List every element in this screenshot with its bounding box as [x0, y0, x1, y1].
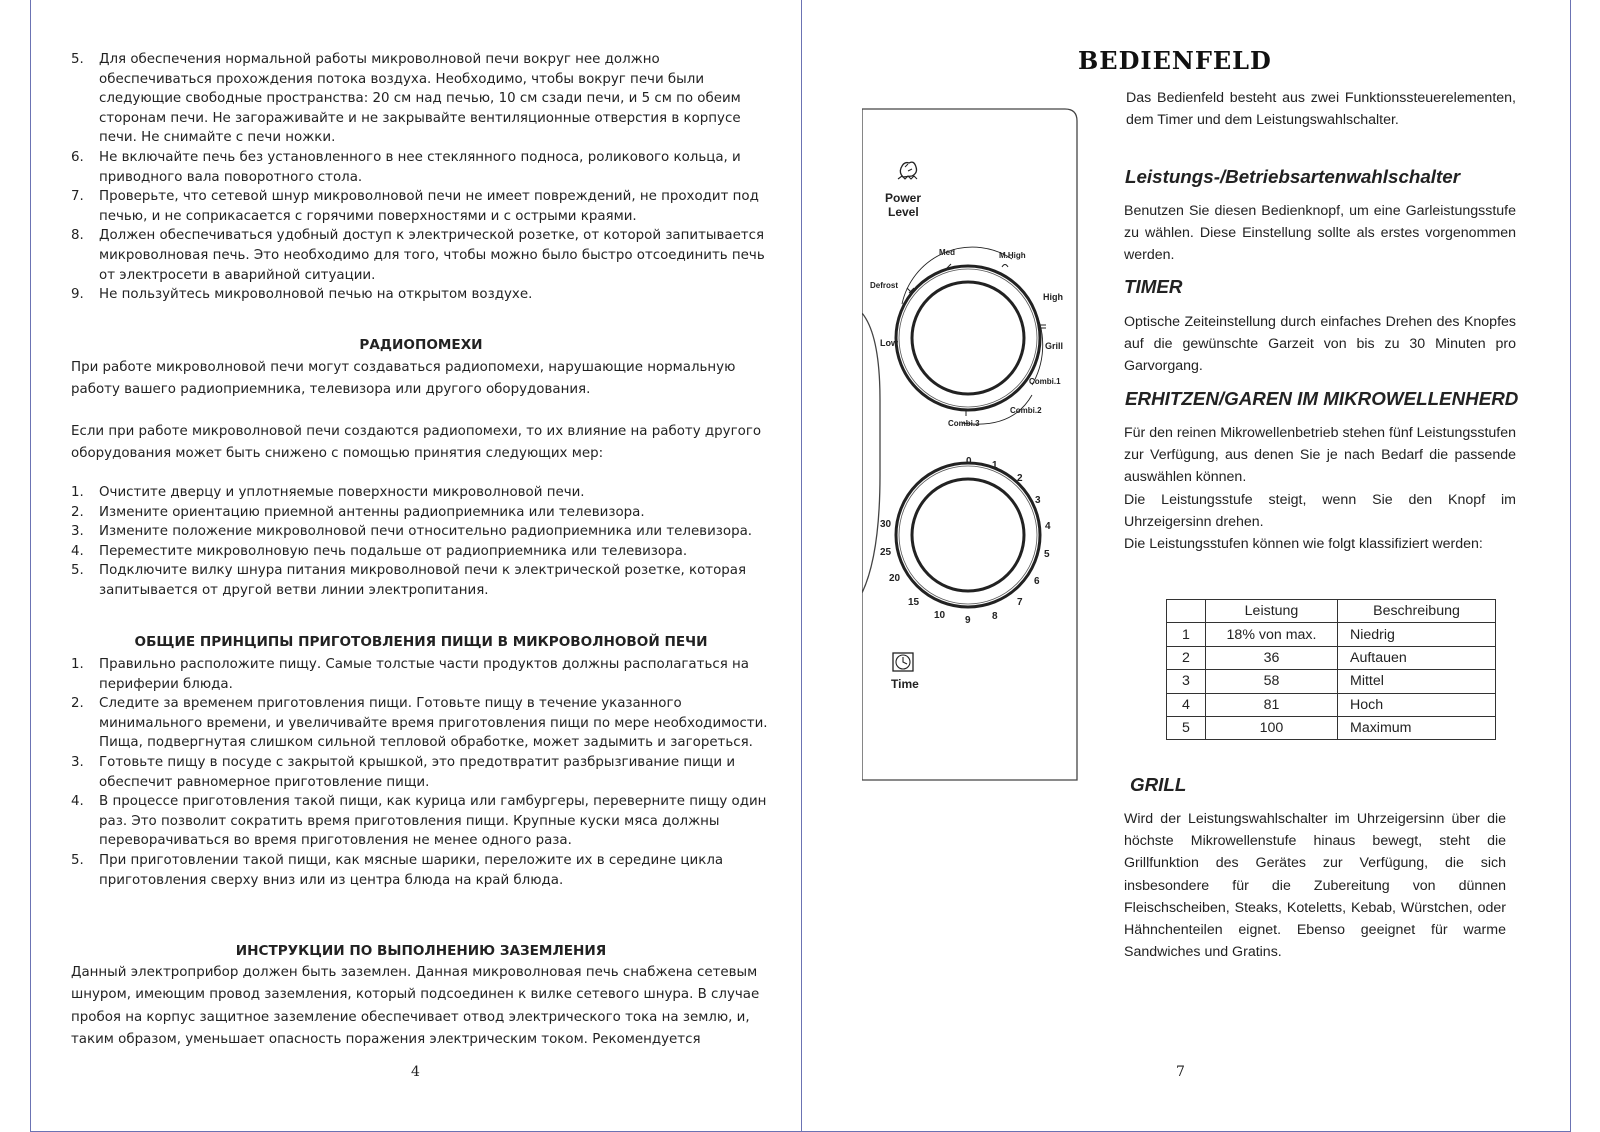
table-row: [1167, 646, 1496, 669]
list-item: 4. Переместите микроволновую печь подальше от радиоприемника или телевизора.: [71, 543, 688, 559]
page-left: [30, 0, 801, 1132]
microwave-text-3: Die Leistungsstufen können wie folgt klassifiziert werden:: [1124, 536, 1483, 552]
radio-para-2: Если при работе микроволновой печи создаются радиопомехи, то их влияние на работу другого оборудования может быть снижено с помощью принятия следующих мер:: [71, 424, 762, 462]
timer-tick-7: 7: [1017, 597, 1023, 608]
radio-para-1: При работе микроволновой печи могут создаваться радиопомехи, нарушающие нормальную работу вашего радиоприемника, телевизора или другого оборудования.: [71, 360, 736, 398]
dial-label-combi1: Combi.1: [1029, 377, 1061, 386]
control-panel-illustration: [862, 105, 1102, 785]
table-header-cell: Beschreibung: [1338, 600, 1496, 623]
power-level-table: [1166, 599, 1496, 740]
dial-label-mhigh: M.High: [999, 251, 1026, 260]
heading-power-selector: Leistungs-/Betriebsartenwahlschalter: [1125, 166, 1461, 187]
timer-tick-25: 25: [880, 547, 892, 558]
dial-label-med: Med: [939, 248, 955, 257]
list-item: 6. Не включайте печь без установленного в нее стеклянного подноса, роликового кольца, и приводного вала поворотного стола.: [71, 149, 741, 185]
grounding-para: Данный электроприбор должен быть заземлен. Данная микроволновая печь снабжена сетевым шнуром, имеющим провод заземления, который подсоединен к вилке сетевого шнура. В случае пробоя на корпус защитное заземление обеспечивает отвод электрического тока на землю, и, таким образом, уменьшает опасность поражения электрическим током. Рекомендуется: [71, 965, 760, 1048]
timer-text: Optische Zeiteinstellung durch einfaches Drehen des Knopfes auf die gewünschte Garzeit von bis zu 30 Minuten pro Garvorgang.: [1124, 314, 1516, 375]
heading-timer: TIMER: [1124, 276, 1183, 297]
table-cell: Niedrig: [1338, 623, 1496, 646]
timer-tick-9: 9: [965, 615, 971, 626]
table-cell: 3: [1167, 670, 1206, 693]
time-label: Time: [891, 677, 919, 691]
timer-tick-15: 15: [908, 597, 920, 608]
list-item: 8. Должен обеспечиваться удобный доступ к электрической розетке, от которой запитывается микроволновая печь. Это необходимо для того, чтобы можно было быстро отсоединить печь от электросети в аварийной ситуации.: [71, 228, 765, 283]
list-item: 4. В процессе приготовления такой пищи, как курица или гамбургеры, переверните пищу один раз. Это позволит сократить время приготовления пищи. Крупные куски мяса должны переворачиваться во время приготовления не менее одного раза.: [71, 794, 767, 849]
list-item: 9. Не пользуйтесь микроволновой печью на открытом воздухе.: [71, 287, 533, 303]
table-row: [1167, 670, 1496, 693]
timer-tick-10: 10: [934, 610, 946, 621]
table-header-row: [1167, 600, 1496, 623]
dial-label-combi2: Combi.2: [1010, 406, 1042, 415]
grill-text: Wird der Leistungswahlschalter im Uhrzeigersinn über die höchste Mikrowellenstufe hinaus bewegt, steht die Grillfunktion des Gerätes zur Verfügung, die sich insbesondere für die Zubereitung von dünnen Fleischscheiben, Steaks, Koteletts, Kebab, Würstchen, oder Hähnchenteilen eignet. Ebenso geeignet für warme Sandwiches und Gratins.: [1124, 811, 1506, 961]
list-item: 3. Готовьте пищу в посуде с закрытой крышкой, это предотвратит разбрызгивание пищи и обеспечит равномерное приготовление пищи.: [71, 754, 736, 790]
microwave-text-2: Die Leistungsstufe steigt, wenn Sie den Knopf im Uhrzeigersinn drehen.: [1124, 492, 1516, 531]
list-item: 2. Следите за временем приготовления пищи. Готовьте пищу в течение указанного минимального времени, и увеличивайте время приготовления пищи по мере необходимости. Пища, подвергнутая слишком сильной тепловой обработке, может задымить и загореться.: [71, 696, 768, 751]
page-right: [801, 0, 1571, 1132]
radio-interference-heading: РАДИОПОМЕХИ: [359, 337, 483, 353]
cooking-principles-heading: ОБЩИЕ ПРИНЦИПЫ ПРИГОТОВЛЕНИЯ ПИЩИ В МИКРОВОЛНОВОЙ ПЕЧИ: [134, 634, 708, 650]
list-item: 2. Измените ориентацию приемной антенны радиоприемника или телевизора.: [71, 504, 645, 520]
table-row: [1167, 716, 1496, 739]
list-item: 1. Очистите дверцу и уплотняемые поверхности микроволновой печи.: [71, 485, 585, 500]
list-item: 5. Подключите вилку шнура питания микроволновой печи к электрической розетке, которая запитывается от другой ветви линии электропитания.: [71, 563, 747, 598]
table-cell: 1: [1167, 623, 1206, 646]
table-cell: 2: [1167, 646, 1206, 669]
page-number: 4: [411, 1064, 420, 1080]
power-level-label-1: Power: [885, 191, 922, 205]
list-item: 5. При приготовлении такой пищи, как мясные шарики, переложите их в середине цикла приготовления сверху вниз или из центра блюда на край блюда.: [71, 852, 724, 888]
list-item: 3. Измените положение микроволновой печи относительно радиоприемника или телевизора.: [71, 524, 753, 540]
document-title: BEDIENFELD: [1078, 46, 1272, 75]
table-cell: Hoch: [1338, 693, 1496, 716]
table-header-cell: [1167, 600, 1206, 623]
table-cell: 18% von max.: [1206, 623, 1338, 646]
table-cell: Mittel: [1338, 670, 1496, 693]
table-cell: 5: [1167, 716, 1206, 739]
timer-tick-3: 3: [1035, 495, 1041, 506]
radio-measures-list: [71, 483, 771, 601]
clock-icon: [893, 653, 913, 671]
list-item: 5. Для обеспечения нормальной работы микроволновой печи вокруг нее должно обеспечиваться прохождения потока воздуха. Необходимо, чтобы вокруг печи были следующие свободные пространства: 20 см над печью, 10 см сзади печи, и 5 см по обеим сторонам печи. Не загораживайте и не закрывайте вентиляционные отверстия в корпусе печи. Не снимайте с печи ножки.: [71, 52, 741, 146]
table-header-cell: Leistung: [1206, 600, 1338, 623]
microwave-text-1: Für den reinen Mikrowellenbetrieb stehen fünf Leistungsstufen zur Verfügung, aus denen Sie je nach Bedarf die passende auswählen können.: [1124, 425, 1516, 486]
table-row: [1167, 693, 1496, 716]
timer-tick-30: 30: [880, 519, 892, 530]
grounding-heading: ИНСТРУКЦИИ ПО ВЫПОЛНЕНИЮ ЗАЗЕМЛЕНИЯ: [235, 943, 607, 959]
heading-microwave: ERHITZEN/GAREN IM MIKROWELLENHERD: [1125, 388, 1519, 409]
table-cell: 36: [1206, 646, 1338, 669]
table-row: [1167, 623, 1496, 646]
list-item: 1. Правильно расположите пищу. Самые толстые части продуктов должны располагаться на периферии блюда.: [71, 657, 749, 692]
timer-tick-2: 2: [1017, 473, 1023, 484]
list-item: 7. Проверьте, что сетевой шнур микроволновой печи не имеет повреждений, не проходит под печью, и не соприкасается с горячими поверхностями и с острыми краями.: [71, 189, 759, 224]
table-cell: Auftauen: [1338, 646, 1496, 669]
safety-list: [71, 50, 771, 305]
heading-grill: GRILL: [1130, 774, 1187, 795]
dial-label-high: High: [1043, 292, 1063, 302]
dial-label-grill: Grill: [1045, 341, 1064, 351]
table-cell: Maximum: [1338, 716, 1496, 739]
dial-label-defrost: Defrost: [870, 281, 899, 290]
dial-label-combi3: Combi.3: [948, 419, 980, 428]
timer-tick-1: 1: [992, 460, 998, 471]
timer-tick-5: 5: [1044, 549, 1050, 560]
table-cell: 4: [1167, 693, 1206, 716]
timer-tick-4: 4: [1045, 521, 1051, 532]
timer-tick-0: 0: [966, 456, 972, 467]
timer-tick-8: 8: [992, 611, 998, 622]
dial-label-low: Low: [880, 338, 898, 348]
timer-tick-20: 20: [889, 573, 901, 584]
intro-text: Das Bedienfeld besteht aus zwei Funktionssteuerelementen, dem Timer und dem Leistungswahlschalter.: [1126, 90, 1516, 129]
page-number: 7: [1176, 1064, 1185, 1080]
power-level-label-2: Level: [888, 205, 919, 219]
table-cell: 58: [1206, 670, 1338, 693]
cooking-principles-list: [71, 655, 771, 890]
timer-tick-6: 6: [1034, 576, 1040, 587]
table-cell: 100: [1206, 716, 1338, 739]
table-cell: 81: [1206, 693, 1338, 716]
power-selector-text: Benutzen Sie diesen Bedienknopf, um eine Garleistungsstufe zu wählen. Diese Einstellung sollte als erstes vorgenommen werden.: [1124, 203, 1516, 264]
